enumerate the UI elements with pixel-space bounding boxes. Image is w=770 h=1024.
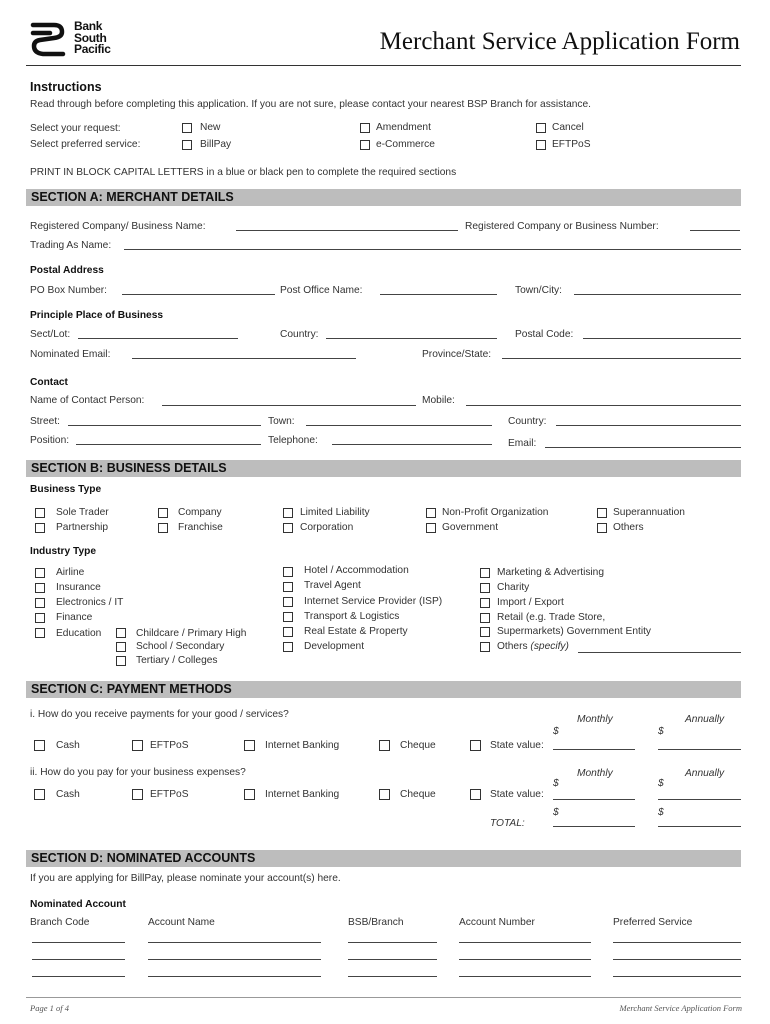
bsp-logo-icon	[30, 22, 70, 58]
label-sole-trader: Sole Trader	[56, 507, 109, 518]
industry-type-heading: Industry Type	[30, 546, 97, 557]
po-box-label: PO Box Number:	[30, 285, 107, 296]
reg-company-label: Registered Company/ Business Name:	[30, 221, 206, 232]
checkbox-partnership[interactable]	[35, 523, 45, 533]
select-service-label: Select preferred service:	[30, 139, 141, 150]
checkbox-development[interactable]	[283, 642, 293, 652]
label-electronics: Electronics / IT	[56, 597, 124, 608]
col-preferred-service: Preferred Service	[613, 917, 693, 928]
question-2: ii. How do you pay for your business expenses?	[30, 767, 246, 778]
others-industry-text: Others	[497, 641, 528, 652]
total-monthly-field[interactable]	[553, 826, 635, 827]
post-office-label: Post Office Name:	[280, 285, 363, 296]
brand-name	[74, 21, 111, 56]
row3-branch-code[interactable]	[32, 976, 125, 977]
label-superannuation: Superannuation	[613, 507, 685, 518]
label-company: Company	[178, 507, 222, 518]
checkbox-travel-agent[interactable]	[283, 582, 293, 592]
reg-number-field[interactable]	[690, 230, 740, 231]
checkbox-transport[interactable]	[283, 612, 293, 622]
checkbox-pay-internet[interactable]	[244, 789, 255, 800]
pay-monthly-field[interactable]	[553, 799, 635, 800]
checkbox-pay-cheque[interactable]	[379, 789, 390, 800]
currency-total-annually: $	[658, 807, 664, 818]
label-others-industry	[497, 641, 569, 652]
checkbox-retail[interactable]	[480, 613, 490, 623]
checkbox-sole-trader[interactable]	[35, 508, 45, 518]
select-request-label: Select your request:	[30, 123, 121, 134]
checkbox-superannuation[interactable]	[597, 508, 607, 518]
row3-account-name[interactable]	[148, 976, 321, 977]
sect-lot-field[interactable]	[78, 338, 238, 339]
checkbox-isp[interactable]	[283, 597, 293, 607]
label-amendment: Amendment	[376, 122, 431, 133]
label-tertiary: Tertiary / Colleges	[136, 655, 218, 666]
checkbox-franchise[interactable]	[158, 523, 168, 533]
row3-preferred-service[interactable]	[613, 976, 741, 977]
country-label: Country:	[280, 329, 319, 340]
mobile-label: Mobile:	[422, 395, 455, 406]
header-rule	[26, 65, 741, 66]
receive-annually-field[interactable]	[658, 749, 741, 750]
town-city-label: Town/City:	[515, 285, 562, 296]
label-receive-internet: Internet Banking	[265, 740, 340, 751]
label-school-secondary: School / Secondary	[136, 641, 225, 652]
section-c-header	[26, 681, 741, 698]
currency-annually-1: $	[658, 726, 664, 737]
label-pay-eftpos: EFTPoS	[150, 789, 189, 800]
reg-company-field[interactable]	[236, 230, 458, 231]
footer-page-number: Page 1 of 4	[30, 1003, 69, 1013]
col-bsb-branch: BSB/Branch	[348, 917, 404, 928]
province-state-field[interactable]	[502, 358, 741, 359]
trading-as-field[interactable]	[124, 249, 741, 250]
label-retail: Retail (e.g. Trade Store,	[497, 612, 606, 623]
label-education: Education	[56, 628, 102, 639]
label-charity: Charity	[497, 582, 530, 593]
question-1: i. How do you receive payments for your good / services?	[30, 709, 289, 720]
label-limited-liability: Limited Liability	[300, 507, 370, 518]
checkbox-childcare[interactable]	[116, 628, 126, 638]
row3-account-number[interactable]	[459, 976, 591, 977]
checkbox-charity[interactable]	[480, 583, 490, 593]
po-box-field[interactable]	[122, 294, 275, 295]
label-billpay: BillPay	[200, 139, 232, 150]
section-c-title: SECTION C: PAYMENT METHODS	[31, 682, 232, 696]
label-receive-eftpos: EFTPoS	[150, 740, 189, 751]
others-industry-field[interactable]	[578, 652, 741, 653]
instructions-heading: Instructions	[30, 80, 102, 94]
checkbox-receive-cash[interactable]	[34, 740, 45, 751]
street-field[interactable]	[68, 425, 261, 426]
label-import-export: Import / Export	[497, 597, 564, 608]
row1-bsb[interactable]	[348, 942, 437, 943]
checkbox-receive-other[interactable]	[470, 740, 481, 751]
col-account-number: Account Number	[459, 917, 535, 928]
country2-label: Country:	[508, 416, 547, 427]
trading-as-label: Trading As Name:	[30, 240, 112, 251]
label-pay-internet: Internet Banking	[265, 789, 340, 800]
checkbox-cancel[interactable]	[536, 123, 546, 133]
row2-bsb[interactable]	[348, 959, 437, 960]
principle-place-heading: Principle Place of Business	[30, 310, 164, 321]
monthly-label-2: Monthly	[577, 768, 613, 779]
checkbox-finance[interactable]	[35, 613, 45, 623]
brand-line-1: Bank	[74, 19, 103, 33]
label-state-value-2: State value:	[490, 789, 544, 800]
row3-bsb[interactable]	[348, 976, 437, 977]
section-a-title: SECTION A: MERCHANT DETAILS	[31, 190, 234, 204]
currency-annually-2: $	[658, 778, 664, 789]
nominated-email-field[interactable]	[132, 358, 356, 359]
row1-preferred-service[interactable]	[613, 942, 741, 943]
checkbox-amendment[interactable]	[360, 123, 370, 133]
page-title: Merchant Service Application Form	[379, 28, 740, 55]
checkbox-pay-eftpos[interactable]	[132, 789, 143, 800]
label-eftpos: EFTPoS	[552, 139, 591, 150]
email-field[interactable]	[545, 447, 741, 448]
label-hotel: Hotel / Accommodation	[304, 565, 409, 576]
telephone-field[interactable]	[332, 444, 492, 445]
pay-annually-field[interactable]	[658, 799, 741, 800]
town-label: Town:	[268, 416, 295, 427]
section-b-title: SECTION B: BUSINESS DETAILS	[31, 461, 227, 475]
country-field[interactable]	[326, 338, 497, 339]
print-note: PRINT IN BLOCK CAPITAL LETTERS in a blue or black pen to complete the required sections	[30, 167, 457, 178]
contact-person-label: Name of Contact Person:	[30, 395, 145, 406]
instructions-text: Read through before completing this application. If you are not sure, please contact your nearest BSP Branch for assistance.	[30, 99, 592, 110]
label-others-business: Others	[613, 522, 644, 533]
label-non-profit: Non-Profit Organization	[442, 507, 549, 518]
checkbox-education[interactable]	[35, 628, 45, 638]
label-ecommerce: e-Commerce	[376, 139, 435, 150]
section-b-header	[26, 460, 741, 477]
mobile-field[interactable]	[466, 405, 741, 406]
col-account-name: Account Name	[148, 917, 215, 928]
checkbox-company[interactable]	[158, 508, 168, 518]
checkbox-new[interactable]	[182, 123, 192, 133]
checkbox-ecommerce[interactable]	[360, 140, 370, 150]
checkbox-hotel[interactable]	[283, 567, 293, 577]
postal-code-label: Postal Code:	[515, 329, 574, 340]
receive-monthly-field[interactable]	[553, 749, 635, 750]
label-transport: Transport & Logistics	[304, 611, 400, 622]
label-pay-cheque: Cheque	[400, 789, 436, 800]
currency-monthly-1: $	[553, 726, 559, 737]
checkbox-corporation[interactable]	[283, 523, 293, 533]
label-development: Development	[304, 641, 365, 652]
monthly-label-1: Monthly	[577, 714, 613, 725]
currency-monthly-2: $	[553, 778, 559, 789]
label-pay-cash: Cash	[56, 789, 80, 800]
checkbox-pay-cash[interactable]	[34, 789, 45, 800]
row1-branch-code[interactable]	[32, 942, 125, 943]
label-new: New	[200, 122, 221, 133]
footer-form-name: Merchant Service Application Form	[619, 1003, 742, 1013]
checkbox-receive-internet[interactable]	[244, 740, 255, 751]
annually-label-1: Annually	[685, 714, 725, 725]
checkbox-others-industry[interactable]	[480, 642, 490, 652]
town-city-field[interactable]	[574, 294, 741, 295]
total-annually-field[interactable]	[658, 826, 741, 827]
label-finance: Finance	[56, 612, 93, 623]
label-franchise: Franchise	[178, 522, 223, 533]
label-receive-cheque: Cheque	[400, 740, 436, 751]
town-field[interactable]	[306, 425, 492, 426]
postal-address-heading: Postal Address	[30, 265, 104, 276]
position-label: Position:	[30, 435, 70, 446]
post-office-field[interactable]	[380, 294, 497, 295]
checkbox-electronics[interactable]	[35, 598, 45, 608]
checkbox-non-profit[interactable]	[426, 508, 436, 518]
checkbox-pay-other[interactable]	[470, 789, 481, 800]
label-real-estate: Real Estate & Property	[304, 626, 408, 637]
checkbox-receive-cheque[interactable]	[379, 740, 390, 751]
checkbox-school-secondary[interactable]	[116, 642, 126, 652]
annually-label-2: Annually	[685, 768, 725, 779]
nominated-account-heading: Nominated Account	[30, 899, 126, 910]
row2-account-name[interactable]	[148, 959, 321, 960]
email-label: Email:	[508, 438, 537, 449]
sect-lot-label: Sect/Lot:	[30, 329, 71, 340]
checkbox-insurance[interactable]	[35, 583, 45, 593]
reg-number-label: Registered Company or Business Number:	[465, 221, 659, 232]
row1-account-name[interactable]	[148, 942, 321, 943]
province-state-label: Province/State:	[422, 349, 492, 360]
section-a-header	[26, 189, 741, 206]
section-d-title: SECTION D: NOMINATED ACCOUNTS	[31, 851, 256, 865]
label-corporation: Corporation	[300, 522, 354, 533]
checkbox-limited-liability[interactable]	[283, 508, 293, 518]
label-isp: Internet Service Provider (ISP)	[304, 596, 443, 607]
street-label: Street:	[30, 416, 61, 427]
section-d-header	[26, 850, 741, 867]
section-d-intro: If you are applying for BillPay, please nominate your account(s) here.	[30, 873, 341, 884]
label-partnership: Partnership	[56, 522, 109, 533]
label-cancel: Cancel	[552, 122, 584, 133]
checkbox-government[interactable]	[426, 523, 436, 533]
label-insurance: Insurance	[56, 582, 101, 593]
row2-account-number[interactable]	[459, 959, 591, 960]
brand-line-2: South	[74, 30, 107, 45]
label-airline: Airline	[56, 567, 85, 578]
nominated-email-label: Nominated Email:	[30, 349, 111, 360]
row1-account-number[interactable]	[459, 942, 591, 943]
row2-preferred-service[interactable]	[613, 959, 741, 960]
currency-total-monthly: $	[553, 807, 559, 818]
position-field[interactable]	[76, 444, 261, 445]
label-travel-agent: Travel Agent	[304, 580, 361, 591]
checkbox-tertiary[interactable]	[116, 656, 126, 666]
business-type-heading: Business Type	[30, 484, 102, 495]
checkbox-billpay[interactable]	[182, 140, 192, 150]
brand-line-3: Pacific	[74, 42, 111, 56]
checkbox-others-business[interactable]	[597, 523, 607, 533]
label-receive-cash: Cash	[56, 740, 80, 751]
label-marketing: Marketing & Advertising	[497, 567, 605, 578]
checkbox-supermarkets[interactable]	[480, 627, 490, 637]
checkbox-receive-eftpos[interactable]	[132, 740, 143, 751]
country2-field[interactable]	[556, 425, 741, 426]
checkbox-real-estate[interactable]	[283, 627, 293, 637]
row2-branch-code[interactable]	[32, 959, 125, 960]
label-supermarkets: Supermarkets) Government Entity	[497, 626, 652, 637]
checkbox-marketing[interactable]	[480, 568, 490, 578]
checkbox-airline[interactable]	[35, 568, 45, 578]
checkbox-eftpos[interactable]	[536, 140, 546, 150]
col-branch-code: Branch Code	[30, 917, 90, 928]
contact-person-field[interactable]	[162, 405, 416, 406]
label-state-value-1: State value:	[490, 740, 544, 751]
checkbox-import-export[interactable]	[480, 598, 490, 608]
label-childcare: Childcare / Primary High	[136, 628, 247, 639]
contact-heading: Contact	[30, 377, 68, 388]
footer-rule	[26, 997, 741, 998]
specify-text: (specify)	[530, 641, 569, 652]
total-label: TOTAL:	[490, 818, 525, 829]
postal-code-field[interactable]	[583, 338, 741, 339]
label-government: Government	[442, 522, 499, 533]
telephone-label: Telephone:	[268, 435, 318, 446]
